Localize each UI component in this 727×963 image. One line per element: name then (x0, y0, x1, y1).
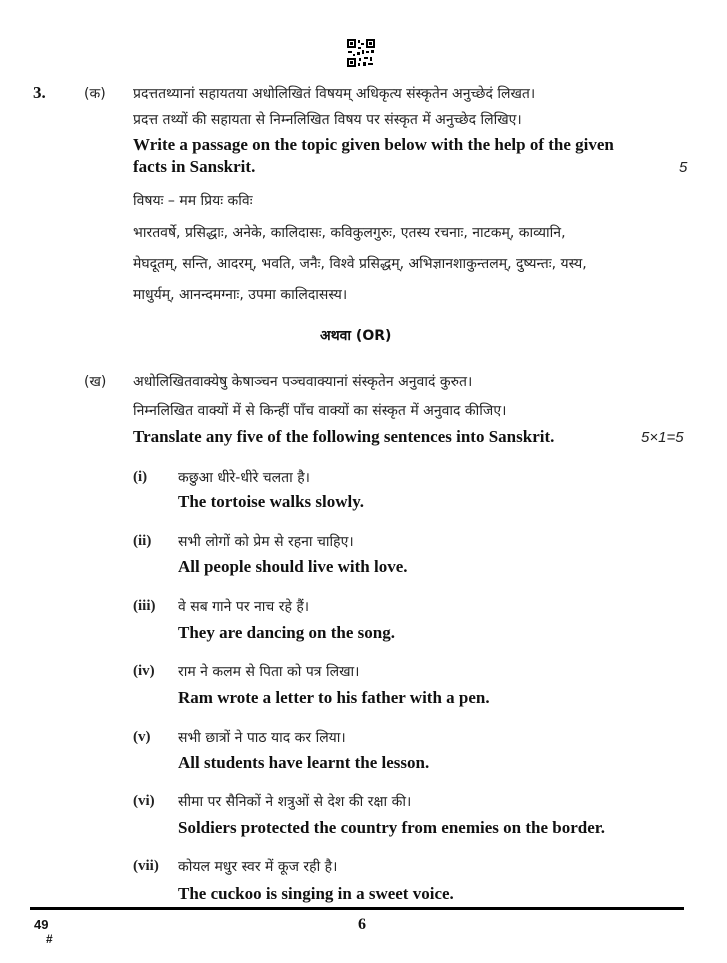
sentence-hindi: वे सब गाने पर नाच रहे हैं। (178, 599, 310, 615)
question-number: 3. (33, 83, 46, 102)
sentence-english: Soldiers protected the country from enemies on the border. (178, 818, 605, 837)
footer-hash: # (46, 932, 53, 946)
sentence-english: All students have learnt the lesson. (178, 753, 430, 772)
part-b-instruction-hindi: निम्नलिखित वाक्यों में से किन्हीं पाँच वाक्यों का संस्कृत में अनुवाद कीजिए। (133, 403, 507, 419)
part-a-instruction-english-line2: facts in Sanskrit. (133, 157, 256, 176)
part-a-instruction-english-line1: Write a passage on the topic given below with the help of the given (133, 135, 614, 154)
sentence-number: (v) (133, 729, 151, 745)
sentence-number: (i) (133, 469, 148, 485)
part-b-label: (ख) (84, 374, 107, 390)
sentence-number: (iv) (133, 663, 155, 679)
part-a-instruction-sanskrit: प्रदत्ततथ्यानां सहायतया अधोलिखितं विषयम् अधिकृत्य संस्कृतेन अनुच्छेदं लिखत। (133, 86, 536, 102)
sentence-hindi: कछुआ धीरे-धीरे चलता है। (178, 470, 310, 486)
part-b-instruction-sanskrit: अधोलिखितवाक्येषु केषाञ्चन पञ्चवाक्यानां संस्कृतेन अनुवादं कुरुत। (133, 374, 473, 390)
sentence-hindi: कोयल मधुर स्वर में कूज रही है। (178, 859, 338, 875)
part-a-topic: विषयः – मम प्रियः कविः (133, 193, 253, 209)
part-b-instruction-english: Translate any five of the following sentences into Sanskrit. (133, 427, 555, 446)
sentence-english: All people should live with love. (178, 557, 408, 576)
or-separator: अथवा (OR) (320, 328, 392, 344)
sentence-hindi: सभी छात्रों ने पाठ याद कर लिया। (178, 730, 346, 746)
part-b-marks: 5×1=5 (641, 429, 684, 446)
part-a-instruction-hindi: प्रदत्त तथ्यों की सहायता से निम्नलिखित विषय पर संस्कृत में अनुच्छेद लिखिए। (133, 112, 522, 128)
part-a-facts-line2: मेघदूतम्, सन्ति, आदरम्, भवति, जनैः, विश्वे प्रसिद्धम्, अभिज्ञानशाकुन्तलम्, दुष्यन्तः, यस्य, (133, 256, 587, 272)
sentence-english: The tortoise walks slowly. (178, 492, 365, 511)
sentence-hindi: राम ने कलम से पिता को पत्र लिखा। (178, 664, 360, 680)
part-a-label: (क) (84, 86, 106, 102)
footer-code: 49 (34, 917, 49, 932)
sentence-number: (ii) (133, 533, 152, 549)
part-a-facts-line3: माधुर्यम्, आनन्दमग्नाः, उपमा कालिदासस्य। (133, 287, 348, 303)
footer-divider (30, 907, 684, 910)
sentence-english: They are dancing on the song. (178, 623, 395, 642)
sentence-hindi: सीमा पर सैनिकों ने शत्रुओं से देश की रक्षा की। (178, 794, 412, 810)
qr-code-icon (346, 38, 376, 68)
sentence-english: Ram wrote a letter to his father with a pen. (178, 688, 490, 707)
sentence-number: (vi) (133, 793, 155, 809)
sentence-hindi: सभी लोगों को प्रेम से रहना चाहिए। (178, 534, 354, 550)
sentence-number: (vii) (133, 858, 159, 874)
sentence-english: The cuckoo is singing in a sweet voice. (178, 884, 454, 903)
sentence-number: (iii) (133, 598, 156, 614)
part-a-facts-line1: भारतवर्षे, प्रसिद्धाः, अनेके, कालिदासः, कविकुलगुरुः, एतस्य रचनाः, नाटकम्, काव्यानि, (133, 225, 566, 241)
part-a-marks: 5 (679, 159, 688, 176)
page-number: 6 (358, 916, 366, 933)
